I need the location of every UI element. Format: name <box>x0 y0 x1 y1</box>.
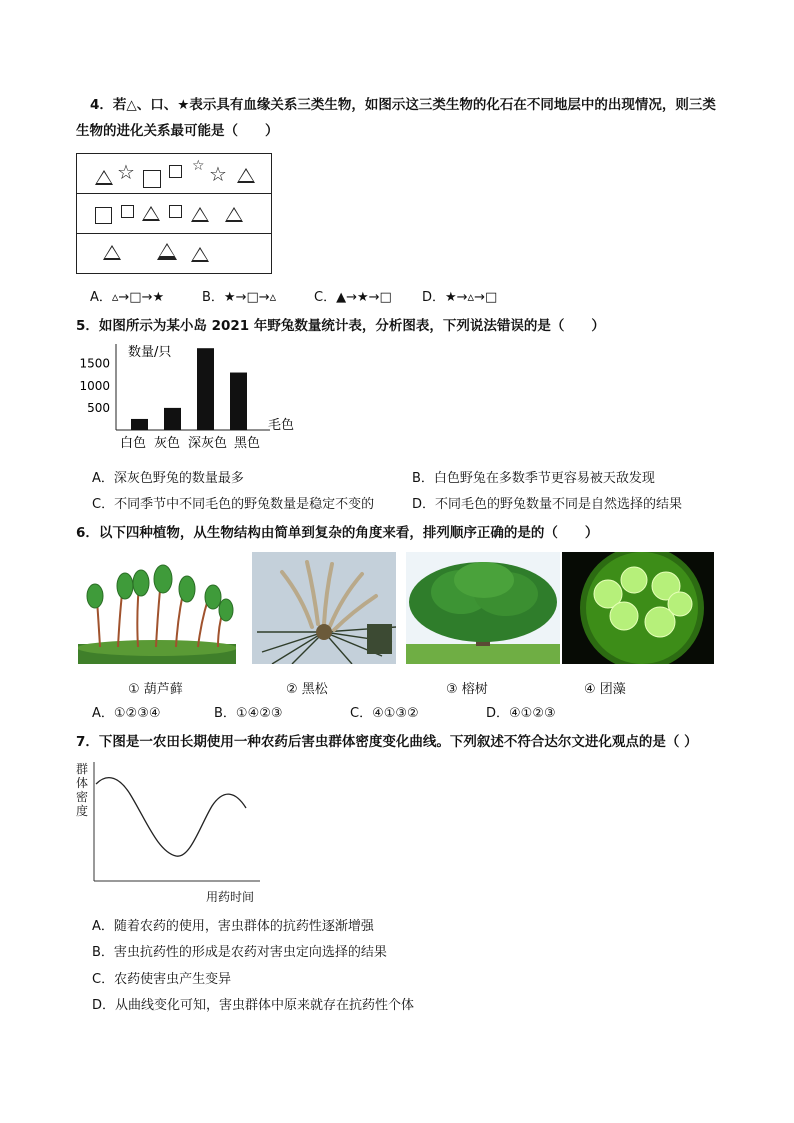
moss-photo <box>78 552 236 664</box>
bar-2 <box>164 408 181 430</box>
triangle-icon <box>103 245 121 260</box>
pest-density-curve-chart <box>88 760 263 890</box>
q5-option-d: D．不同毛色的野兔数量不同是自然选择的结果 <box>412 497 683 512</box>
triangle-icon <box>237 168 255 183</box>
fossil-strata-table <box>76 153 272 274</box>
triangle-icon <box>191 207 209 222</box>
category-label: 深灰色 <box>188 436 228 451</box>
q6-option-a: A．①②③④ <box>92 706 161 721</box>
caption-moss: ① 葫芦藓 <box>128 682 183 697</box>
square-icon <box>143 170 161 188</box>
moss-illustration <box>78 552 236 664</box>
q4-stem-line2: 生物的进化关系最可能是（ ） <box>76 123 279 139</box>
triangle-icon <box>225 207 243 222</box>
q5-option-c: C．不同季节中不同毛色的野兔数量是稳定不变的 <box>92 497 375 512</box>
q7-option-b: B．害虫抗药性的形成是农药对害虫定向选择的结果 <box>92 945 387 960</box>
volvox-illustration <box>562 552 714 664</box>
square-small-icon <box>121 205 134 218</box>
pine-illustration <box>252 552 396 664</box>
q5-option-b: B．白色野兔在多数季节更容易被天敌发现 <box>412 471 655 486</box>
square-small-icon <box>169 165 182 178</box>
star-small-icon: ☆ <box>192 158 205 174</box>
stratum-middle <box>77 194 271 234</box>
category-label: 灰色 <box>154 436 181 451</box>
q7-xlabel: 用药时间 <box>206 890 255 904</box>
q4-option-d: D．★→▵→□ <box>422 290 498 305</box>
square-small-icon <box>169 205 182 218</box>
q7-stem: 7．下图是一农田长期使用一种农药后害虫群体密度变化曲线。下列叙述不符合达尔文进化观点的是（ ） <box>76 734 698 750</box>
volvox-photo <box>562 552 714 664</box>
q4-option-a: A．▵→□→★ <box>90 290 165 305</box>
q6-option-b: B．①④②③ <box>214 706 283 721</box>
q6-stem: 6．以下四种植物，从生物结构由简单到复杂的角度来看，排列顺序正确的是的（ ） <box>76 525 599 541</box>
rabbit-bar-chart <box>70 340 310 465</box>
q4-option-b: B．★→□→▵ <box>202 290 277 305</box>
stratum-top <box>77 154 271 194</box>
caption-pine: ② 黑松 <box>286 682 328 697</box>
star-outline-icon: ☆ <box>117 160 135 184</box>
bar-3 <box>197 348 214 430</box>
y-axis-label: 数量/只 <box>128 345 172 360</box>
stratum-bottom <box>77 234 271 274</box>
q6-option-d: D．④①②③ <box>486 706 556 721</box>
q7-ylabel: 群体密度 <box>76 762 89 818</box>
category-label: 黑色 <box>234 436 261 451</box>
q4-option-c: C．▲→★→□ <box>314 290 392 305</box>
triangle-icon <box>142 206 160 221</box>
bar-1 <box>131 419 148 430</box>
banyan-illustration <box>406 552 560 664</box>
q4-stem-line1: 4．若△、口、★表示具有血缘关系三类生物，如图示这三类生物的化石在不同地层中的出现情况，则三类 <box>90 97 716 113</box>
star-outline-icon: ☆ <box>209 162 227 186</box>
q5-option-a: A．深灰色野兔的数量最多 <box>92 471 244 486</box>
square-icon <box>95 207 112 224</box>
x-axis-label: 毛色 <box>268 418 295 433</box>
triangle-icon <box>157 243 177 260</box>
caption-volvox: ④ 团藻 <box>584 682 626 697</box>
triangle-icon <box>95 170 113 185</box>
y-tick-label: 1500 <box>79 356 110 371</box>
category-label: 白色 <box>120 436 147 451</box>
q6-option-c: C．④①③② <box>350 706 419 721</box>
black-pine-photo <box>252 552 396 664</box>
q5-stem: 5．如图所示为某小岛 2021 年野兔数量统计表，分析图表，下列说法错误的是（ ） <box>76 318 605 334</box>
q7-option-d: D．从曲线变化可知，害虫群体中原来就存在抗药性个体 <box>92 998 415 1013</box>
caption-banyan: ③ 榕树 <box>446 682 488 697</box>
banyan-photo <box>406 552 560 664</box>
y-tick-label: 500 <box>87 400 110 415</box>
bar-4 <box>230 373 247 430</box>
q7-option-a: A．随着农药的使用，害虫群体的抗药性逐渐增强 <box>92 919 374 934</box>
q7-option-c: C．农药使害虫产生变异 <box>92 972 232 987</box>
density-curve <box>96 778 246 857</box>
y-tick-label: 1000 <box>79 378 110 393</box>
triangle-icon <box>191 247 209 262</box>
